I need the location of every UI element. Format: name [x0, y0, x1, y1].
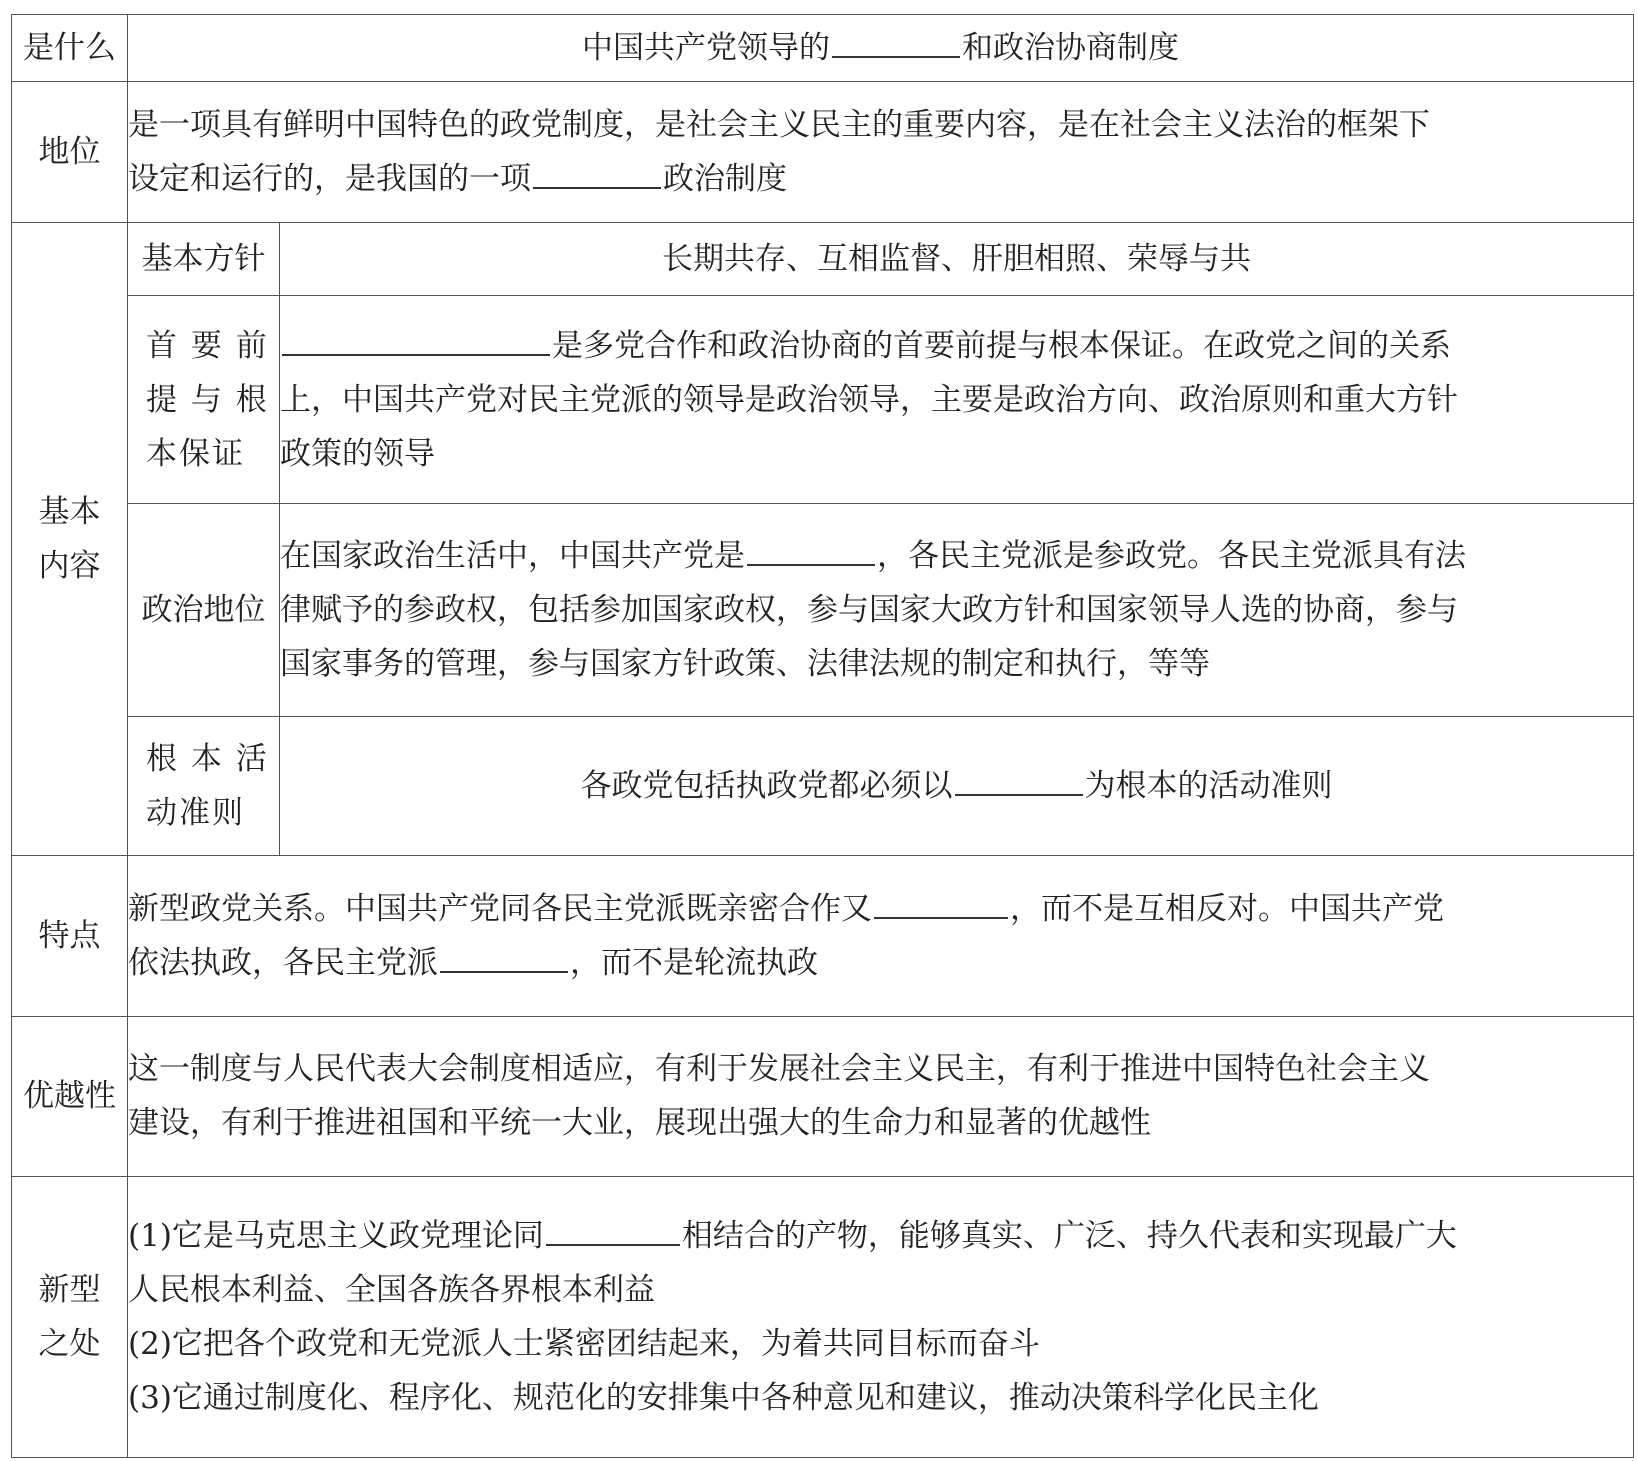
row-superiority: [12, 1016, 1634, 1176]
header-basic-content: 基本 内容: [12, 223, 128, 856]
knowledge-table: [11, 14, 1634, 1458]
header-novelty: 新型 之处: [12, 1176, 128, 1457]
label-premise: 首 要 前 提 与 根 本保证: [128, 296, 280, 504]
blank-1: [832, 55, 960, 58]
row-premise: [12, 296, 1634, 504]
blank-8: [546, 1243, 680, 1246]
cell-policy: 长期共存、互相监督、肝胆相照、荣辱与共: [280, 223, 1634, 296]
blank-2: [533, 186, 661, 189]
row-policy: [12, 223, 1634, 296]
cell-superiority: 这一制度与人民代表大会制度相适应，有利于发展社会主义民主，有利于推进中国特色社会主义 建设，有利于推进祖国和平统一大业，展现出强大的生命力和显著的优越性: [128, 1016, 1634, 1176]
blank-7: [440, 970, 568, 973]
row-status: [12, 81, 1634, 223]
row-features: [12, 856, 1634, 1016]
cell-what: 中国共产党领导的 和政治协商制度: [128, 15, 1634, 82]
row-political-status: [12, 504, 1634, 716]
blank-3: [282, 353, 550, 356]
blank-5: [955, 793, 1083, 796]
header-status: 地位: [12, 81, 128, 223]
cell-novelty: (1)它是马克思主义政党理论同 相结合的产物，能够真实、广泛、持久代表和实现最广大 人民根本利益、全国各族各界根本利益 (2)它把各个政党和无党派人士紧密团结起来，为着共同目标而奋斗 (3)它通过制度化、程序化、规范化的安排集中各种意见和建议，推动决策科学化民主化: [128, 1176, 1634, 1457]
cell-premise: 是多党合作和政治协商的首要前提与根本保证。在政党之间的关系 上，中国共产党对民主党派的领导是政治领导，主要是政治方向、政治原则和重大方针 政策的领导: [280, 296, 1634, 504]
cell-principle: 各政党包括执政党都必须以 为根本的活动准则: [280, 716, 1634, 856]
row-principle: [12, 716, 1634, 856]
row-novelty: [12, 1176, 1634, 1457]
cell-features: 新型政党关系。中国共产党同各民主党派既亲密合作又 ，而不是互相反对。中国共产党 依法执政，各民主党派 ，而不是轮流执政: [128, 856, 1634, 1016]
blank-4: [747, 563, 875, 566]
header-superiority: 优越性: [12, 1016, 128, 1176]
label-political-status: 政治地位: [128, 504, 280, 716]
header-what: 是什么: [12, 15, 128, 82]
label-policy: 基本方针: [128, 223, 280, 296]
row-what: [12, 15, 1634, 82]
label-principle: 根 本 活 动准则: [128, 716, 280, 856]
cell-status: 是一项具有鲜明中国特色的政党制度，是社会主义民主的重要内容，是在社会主义法治的框架下 设定和运行的，是我国的一项 政治制度: [128, 81, 1634, 223]
blank-6: [874, 916, 1008, 919]
cell-political-status: 在国家政治生活中，中国共产党是 ，各民主党派是参政党。各民主党派具有法 律赋予的参政权，包括参加国家政权，参与国家大政方针和国家领导人选的协商，参与 国家事务的管理，参与国家方针政策、法律法规的制定和执行，等等: [280, 504, 1634, 716]
header-features: 特点: [12, 856, 128, 1016]
